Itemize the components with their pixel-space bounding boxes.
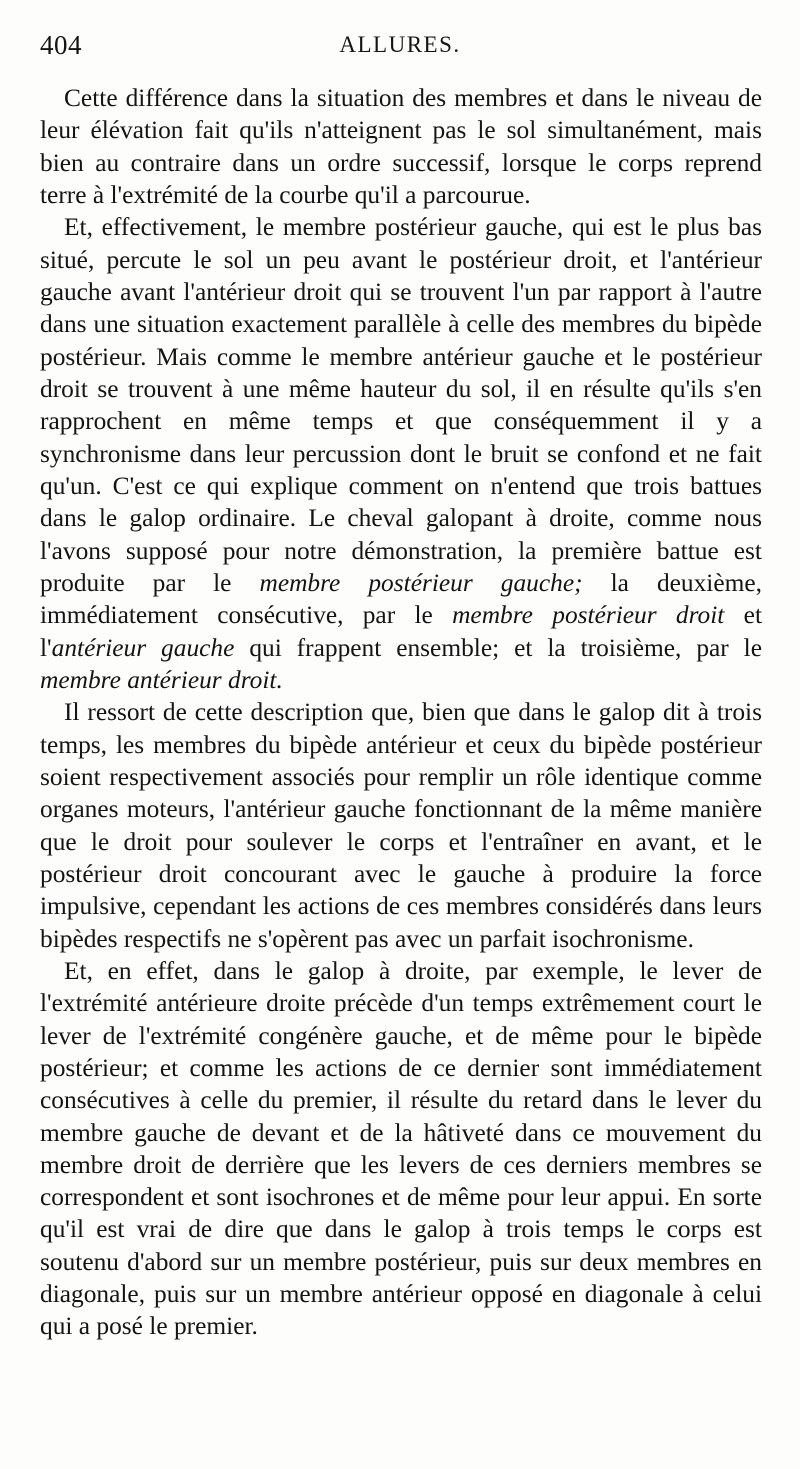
page-header — [40, 30, 760, 64]
paragraph-4: Et, en effet, dans le galop à droite, par exemple, le lever de l'extrémité antérieure droite précède d'un temps extrêmement court le lever de l'extrémité congénère gauche, et de même pour le bipède postérieur; et comme les actions de ce dernier sont immédiatement consécutives à celle du premier, il résulte du retard dans le lever du membre gauche de devant et de la hâtiveté dans ce mouvement du membre droit de derrière que les levers de ces derniers membres se correspondent et sont isochrones et de même pour leur appui. En sorte qu'il est vrai de dire que dans le galop à trois temps le corps est soutenu d'abord sur un membre postérieur, puis sur deux membres en diagonale, puis sur un membre antérieur opposé en diagonale à celui qui a posé le premier. — [40, 956, 762, 1341]
emphasis-membre-posterieur-gauche: membre postérieur gauche; — [259, 568, 583, 597]
paragraph-3: Il ressort de cette description que, bien que dans le galop dit à trois temps, les membres du bipède antérieur et ceux du bipède postérieur soient respectivement associés pour remplir un rôle identique comme organes moteurs, l'antérieur gauche fonctionnant de la même manière que le droit pour soulever le corps et l'entraîner en avant, et le postérieur droit concourant avec le gauche à produire la force impulsive, cependant les actions de ces membres considérés dans leurs bipèdes respectifs ne s'opèrent pas avec un parfait isochronisme. — [40, 698, 762, 953]
emphasis-anterieur-gauche: antérieur gauche — [51, 633, 235, 662]
paragraph-1: Cette différence dans la situation des membres et dans le niveau de leur élévation fait qu'ils n'atteignent pas le sol simultanément, mais bien au contraire dans un ordre successif, lorsque le corps reprend terre à l'extrémité de la courbe qu'il a parcourue. — [40, 84, 762, 209]
paragraph-2-text-1: Et, effectivement, le membre postérieur gauche, qui est le plus bas situé, percute le sol un peu avant le postérieur droit, et l'antérieur gauche avant l'antérieur droit qui se trouvent l'un par rapport à l'autre dans une situation exactement parallèle à celle des membres du bipède postérieur. Mais comme le membre antérieur gauche et le postérieur droit se trouvent à une même hauteur du sol, il en résulte qu'ils s'en rapprochent en même temps et que conséquemment il y a synchronisme dans leur percussion dont le bruit se confond et ne fait qu'un. C'est ce qui explique comment on n'entend que trois battues dans le galop ordinaire. Le cheval galopant à droite, comme nous l'avons supposé pour notre démonstration, la première battue est produite par le — [40, 213, 762, 597]
running-head: ALLURES. — [339, 32, 461, 57]
paragraph-2-text-2: la deuxième, immédiatement consécutive, par le — [40, 568, 762, 630]
paragraph-2-text-4: qui frappent ensemble; et la troisième, par le — [234, 633, 762, 662]
paragraph-2-text-3: et l' — [40, 601, 763, 662]
emphasis-membre-posterieur-droit: membre postérieur droit — [452, 601, 725, 630]
emphasis-membre-anterieur-droit: membre antérieur droit. — [40, 665, 283, 694]
page-number: 404 — [40, 30, 82, 60]
body-text — [40, 82, 762, 1343]
paragraph-2 — [40, 211, 762, 696]
